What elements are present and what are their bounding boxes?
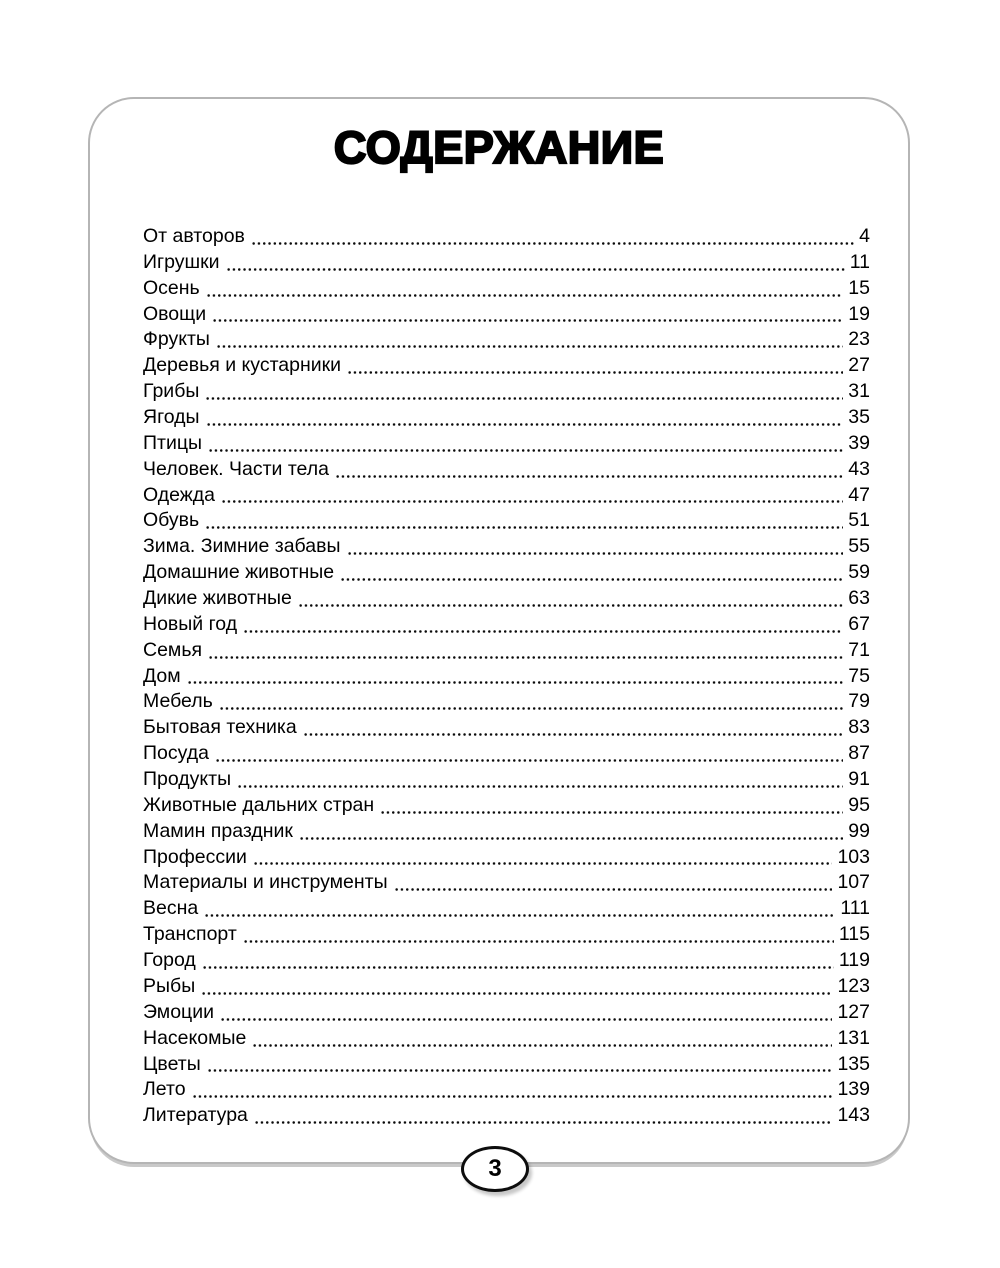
toc-entry-label: Семья: [143, 638, 203, 661]
dot-leader: [226, 268, 845, 271]
toc-entry-page: 39: [848, 431, 870, 454]
toc-row: [143, 1026, 870, 1052]
toc-entry-page: 59: [848, 561, 870, 584]
toc-entry-page: 83: [848, 716, 870, 739]
toc-entry-label: Фрукты: [143, 328, 210, 351]
dot-leader: [204, 914, 835, 917]
dot-leader: [192, 1095, 833, 1098]
dot-leader: [187, 681, 844, 684]
toc-row: [143, 379, 870, 405]
toc-entry-page: 143: [837, 1104, 870, 1127]
dot-leader: [380, 811, 843, 814]
toc-entry-label: Игрушки: [143, 250, 220, 273]
toc-row: [143, 1052, 870, 1078]
dot-leader: [207, 1069, 833, 1072]
toc-row: [143, 845, 870, 871]
toc-row: [143, 767, 870, 793]
toc-entry-label: Цветы: [143, 1052, 201, 1075]
toc-entry-page: 139: [837, 1078, 870, 1101]
toc-row: [143, 224, 870, 250]
toc-row: [143, 870, 870, 896]
toc-row: [143, 922, 870, 948]
toc-entry-page: 27: [848, 354, 870, 377]
toc-row: [143, 793, 870, 819]
toc-entry-label: Весна: [143, 897, 199, 920]
toc-row: [143, 405, 870, 431]
toc-row: [143, 715, 870, 741]
toc-entry-page: 99: [848, 819, 870, 842]
dot-leader: [254, 1121, 833, 1124]
toc-row: [143, 560, 870, 586]
toc-entry-label: Город: [143, 949, 196, 972]
toc-entry-page: 95: [848, 793, 870, 816]
toc-entry-page: 19: [848, 302, 870, 325]
toc-row: [143, 948, 870, 974]
dot-leader: [212, 319, 843, 322]
toc-entry-label: Зима. Зимние забавы: [143, 535, 341, 558]
toc-list: [90, 224, 908, 1129]
toc-entry-page: 11: [849, 250, 870, 273]
toc-entry-label: Новый год: [143, 612, 238, 635]
toc-entry-label: Осень: [143, 276, 200, 299]
dot-leader: [340, 578, 843, 581]
toc-row: [143, 974, 870, 1000]
dot-leader: [216, 345, 843, 348]
toc-entry-label: Дикие животные: [143, 587, 292, 610]
toc-entry-label: Деревья и кустарники: [143, 354, 342, 377]
toc-entry-page: 123: [837, 974, 870, 997]
toc-row: [143, 534, 870, 560]
dot-leader: [220, 1018, 832, 1021]
toc-entry-label: Домашние животные: [143, 561, 335, 584]
toc-entry-page: 47: [848, 483, 870, 506]
toc-entry-page: 15: [848, 276, 870, 299]
toc-row: [143, 741, 870, 767]
toc-entry-label: Животные дальних стран: [143, 793, 375, 816]
dot-leader: [205, 526, 843, 529]
toc-entry-label: Грибы: [143, 380, 200, 403]
toc-row: [143, 250, 870, 276]
toc-row: [143, 638, 870, 664]
toc-entry-page: 115: [838, 923, 870, 946]
dot-leader: [243, 940, 834, 943]
toc-entry-label: Человек. Части тела: [143, 457, 329, 480]
toc-entry-page: 135: [837, 1052, 870, 1075]
toc-entry-label: Продукты: [143, 768, 232, 791]
toc-entry-page: 4: [859, 225, 870, 247]
dot-leader: [237, 785, 843, 788]
toc-entry-label: Ягоды: [143, 406, 200, 429]
toc-entry-page: 111: [840, 897, 870, 920]
toc-row: [143, 302, 870, 328]
toc-row: [143, 664, 870, 690]
toc-entry-page: 51: [848, 509, 870, 532]
toc-entry-label: Обувь: [143, 509, 200, 532]
toc-entry-label: Лето: [143, 1078, 186, 1101]
toc-entry-page: 31: [848, 380, 870, 403]
toc-entry-page: 119: [838, 949, 870, 972]
dot-leader: [252, 1044, 832, 1047]
toc-entry-page: 131: [837, 1026, 870, 1049]
toc-row: [143, 457, 870, 483]
toc-entry-label: Мамин праздник: [143, 819, 293, 842]
toc-entry-label: Бытовая техника: [143, 716, 297, 739]
toc-row: [143, 327, 870, 353]
toc-entry-label: От авторов: [143, 225, 245, 247]
dot-leader: [251, 242, 854, 245]
dot-leader: [243, 630, 843, 633]
toc-entry-page: 67: [848, 612, 870, 635]
toc-entry-label: Эмоции: [143, 1000, 215, 1023]
toc-card: [88, 97, 910, 1164]
toc-entry-page: 75: [848, 664, 870, 687]
toc-entry-label: Овощи: [143, 302, 207, 325]
dot-leader: [202, 966, 834, 969]
toc-row: [143, 689, 870, 715]
toc-row: [143, 1077, 870, 1103]
toc-entry-page: 103: [837, 845, 870, 868]
toc-entry-label: Рыбы: [143, 974, 196, 997]
dot-leader: [215, 759, 843, 762]
dot-leader: [208, 656, 843, 659]
dot-leader: [394, 888, 833, 891]
toc-entry-label: Птицы: [143, 431, 203, 454]
toc-entry-page: 35: [848, 406, 870, 429]
dot-leader: [221, 500, 843, 503]
dot-leader: [205, 397, 843, 400]
toc-row: [143, 819, 870, 845]
toc-row: [143, 586, 870, 612]
toc-entry-page: 87: [848, 742, 870, 765]
dot-leader: [208, 449, 843, 452]
toc-row: [143, 896, 870, 922]
dot-leader: [253, 862, 833, 865]
toc-entry-page: 55: [848, 535, 870, 558]
dot-leader: [206, 423, 844, 426]
page-number-badge: [461, 1146, 529, 1192]
toc-row: [143, 1103, 870, 1129]
toc-entry-page: 127: [837, 1000, 870, 1023]
dot-leader: [347, 552, 844, 555]
page-number: 3: [488, 1155, 502, 1182]
toc-row: [143, 508, 870, 534]
dot-leader: [335, 475, 843, 478]
toc-row: [143, 483, 870, 509]
toc-entry-label: Дом: [143, 664, 181, 687]
dot-leader: [303, 733, 844, 736]
toc-entry-label: Профессии: [143, 845, 247, 868]
toc-entry-label: Посуда: [143, 742, 209, 765]
toc-row: [143, 431, 870, 457]
dot-leader: [299, 837, 843, 840]
toc-row: [143, 612, 870, 638]
dot-leader: [201, 992, 832, 995]
dot-leader: [298, 604, 843, 607]
toc-entry-page: 71: [848, 638, 870, 661]
toc-entry-label: Литература: [143, 1104, 248, 1127]
toc-entry-page: 43: [848, 457, 870, 480]
toc-entry-page: 79: [848, 690, 870, 713]
toc-entry-page: 107: [837, 871, 870, 894]
toc-entry-page: 23: [848, 328, 870, 351]
toc-entry-page: 63: [848, 587, 870, 610]
toc-row: [143, 353, 870, 379]
toc-entry-label: Одежда: [143, 483, 216, 506]
toc-entry-label: Материалы и инструменты: [143, 871, 388, 894]
toc-entry-label: Насекомые: [143, 1026, 247, 1049]
toc-entry-page: 91: [848, 768, 870, 791]
toc-row: [143, 276, 870, 302]
toc-entry-label: Мебель: [143, 690, 213, 713]
dot-leader: [347, 371, 843, 374]
toc-entry-label: Транспорт: [143, 923, 237, 946]
dot-leader: [206, 294, 844, 297]
dot-leader: [219, 707, 844, 710]
page-title: СОДЕРЖАНИЕ: [333, 122, 665, 173]
toc-row: [143, 1000, 870, 1026]
